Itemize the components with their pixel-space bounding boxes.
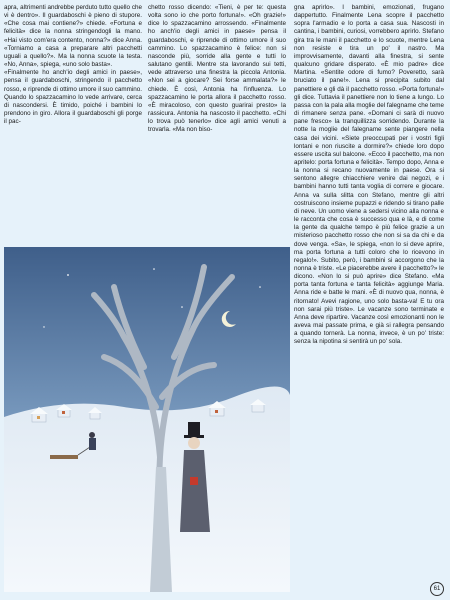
house-window (62, 411, 65, 414)
text-column-1 (4, 4, 142, 126)
house-window (215, 410, 218, 413)
paragraph: «Finalmente ho anch'io degli amici in paese», pensa il guardaboschi, stringendo il pacchetto rosso, e riprende di ottimo umore il suo cammino. Quando lo spazzacamino lo vede arrivare, cerca di nascondersi. È timido, poiché i bambini lo prendono in giro. Allora il guardaboschi gli porge il pac- (4, 69, 142, 126)
page-number: 61 (430, 582, 444, 596)
star (67, 274, 69, 276)
person-body (89, 438, 96, 450)
man-face (188, 437, 200, 449)
winter-night-illustration (4, 247, 290, 592)
top-hat (188, 422, 200, 436)
red-package (190, 477, 198, 485)
illustration-svg (4, 247, 290, 592)
star (153, 268, 155, 270)
text-column-3 (294, 4, 444, 347)
text-column-2 (148, 4, 286, 135)
paragraph: chetto rosso dicendo: «Tieni, è per te: questa volta sono io che porto fortuna!». «Oh grazie!» dice lo spazzacamino arrossendo. «Finalmente ho anch'io degli amici in paese» pensa il guardaboschi, e riprende di ottimo umore il suo cammino. Lo spazzacamino è felice: non si nasconde più, sorride alla gente e tutti lo salutano gentili. Mentre sta lavorando sui tetti, vede attraverso una finestra la piccola Antonia. «Non sei a giocare? Sei forse ammalata?» le chiede. È così, Antonia ha l'influenza. Lo spazzacamino le porta allora il pacchetto rosso. «È miracoloso, con questo guarirai presto» la rassicura. Antonia ha nascosto il pacchetto. «Chi lo trova può tenerlo» dice agli amici venuti a trovarla. «Ma non biso- (148, 4, 286, 134)
snowy-hills (4, 386, 290, 592)
house-window (37, 416, 40, 419)
house (252, 404, 264, 412)
star (43, 326, 44, 327)
paragraph: gna aprirlo». I bambini, emozionati, frugano dappertutto. Finalmente Lena scopre il pacchetto sopra l'armadio e lo porta a casa sua. Nascosti in cantina, i bambini, curiosi, vorrebbero aprirlo. Stefano gira tra le mani il pacchetto e lo scuote, mentre Lena non resiste e tira un po' il nastro. Ma improvvisamente, davanti alla finestra, si sente qualcuno gridare disperato. «È mio padre» dice Martina. «Sentite odore di fumo? Poveretto, sarà bruciato il pane!». Lena si precipita subito dal panettiere e gli dà il pacchetto rosso. «Porta fortuna!» gli dice. Tuttavia il panettiere non lo tiene a lungo. Lo passa con la pala alla moglie del falegname che teme di rimanere senza pane. «Domani ci sarà di nuovo pane fresco» la tranquillizza sorridendo. Durante la notte la moglie del falegname sente piangere nella casa dei vicini. «Siete preoccupati per i vostri figli lontani e non riuscite a dormire?» chiede loro dopo essere uscita sul balcone. «Ecco il pacchetto, ma non apritelo: porta fortuna e felicità». Tempo dopo, Anna e la nonna si recano nuovamente in paese. Ora si sentono allegre chiacchiere venire dai negozi, e i bambini hanno tutti tanta voglia di correre e giocare. Anna va sulla slitta con Stefano, mentre gli altri costruiscono insieme pupazzi e ridendo si tirano palle di neve. Un uomo viene a sedersi vicino alla nonna e le racconta che cosa è successo qua e là, e di come la gente da qualche tempo è più felice grazie a un misterioso pacchetto rosso che non si sa da chi e da dove venga. «Sa», le spiega, «non lo si deve aprire, ma porta fortuna a tutti coloro che lo ricevono in regalo!». Subito, però, i bambini si accorgono che la nonna è triste. «Le piacerebbe avere il pacchetto?» le dicono. «Non lo si può aprire» dice Stefano. «Ma porta tanta fortuna e tanta felicità» aggiunge Maria. Anna ride e batte le mani. «È di nuovo qua, nonna, è ritornato! Avevi ragione, uno solo basta-va! E tu ora non sarai più triste». Le vacanze sono terminate e Anna deve ripartire. Vacanze così emozionanti non le aveva mai passate prima, e già si rallegra pensando a quando tornerà. La nonna, invece, è un po' triste: senza la nipotina si sentirà un po' sola. (294, 4, 444, 346)
star (181, 306, 183, 308)
paragraph: apra, altrimenti andrebbe perduto tutto quello che vi è dentro». Il guardaboschi è pieno di stupore. «Che cosa mai contiene?» chiede. «Fortuna e felicità» dice la nonna stringendogli la mano. «Hai visto com'era contento, nonna?» dice Anna. «Torniamo a casa a preparare altri pacchetti uguali a quello?». Ma la nonna scuote la testa. «No, Anna», spiega, «uno solo basta». (4, 4, 142, 69)
person-head (89, 432, 95, 438)
star (259, 286, 261, 288)
sled (50, 455, 78, 459)
house (90, 412, 100, 419)
